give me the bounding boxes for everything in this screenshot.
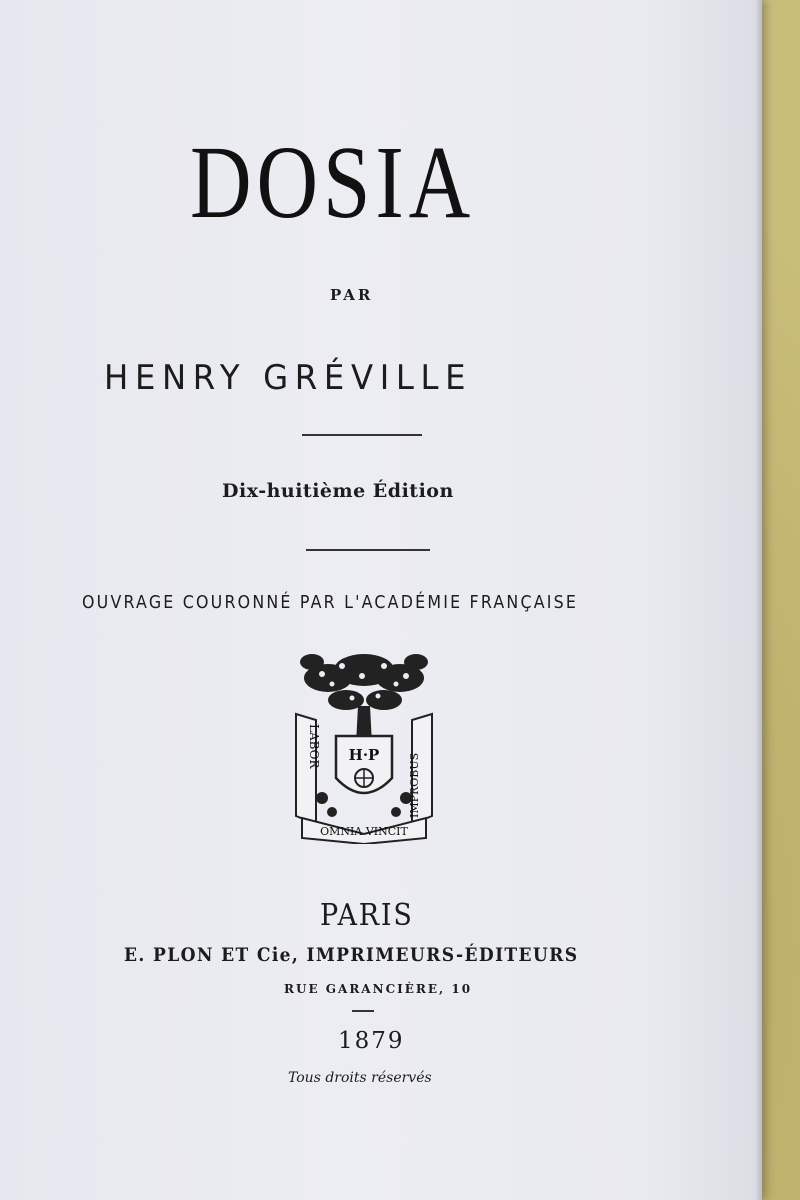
emblem-right-banner: IMPROBUS xyxy=(408,752,421,818)
book-title: DOSIA xyxy=(190,125,476,240)
page-edge xyxy=(756,0,762,1200)
award-line: OUVRAGE COURONNÉ PAR L'ACADÉMIE FRANÇAISE xyxy=(82,592,579,613)
divider-rule xyxy=(352,1010,374,1012)
emblem-bottom-banner: OMNIA VINCIT xyxy=(320,825,408,838)
divider-rule xyxy=(302,434,422,436)
tree-emblem-icon xyxy=(292,648,436,844)
edition-label: Dix-huitième Édition xyxy=(222,480,454,502)
publication-city: PARIS xyxy=(320,898,414,933)
author-name: HENRY GRÉVILLE xyxy=(104,358,473,398)
publisher-address: RUE GARANCIÈRE, 10 xyxy=(284,982,473,996)
by-label: PAR xyxy=(330,286,374,304)
emblem-left-banner: LABOR xyxy=(307,724,321,769)
publication-year: 1879 xyxy=(338,1028,405,1054)
emblem-monogram: H·P xyxy=(348,746,380,764)
publisher-name: E. PLON ET Cie, IMPRIMEURS-ÉDITEURS xyxy=(124,944,579,966)
rights-notice: Tous droits réservés xyxy=(288,1070,432,1086)
divider-rule xyxy=(306,549,430,551)
